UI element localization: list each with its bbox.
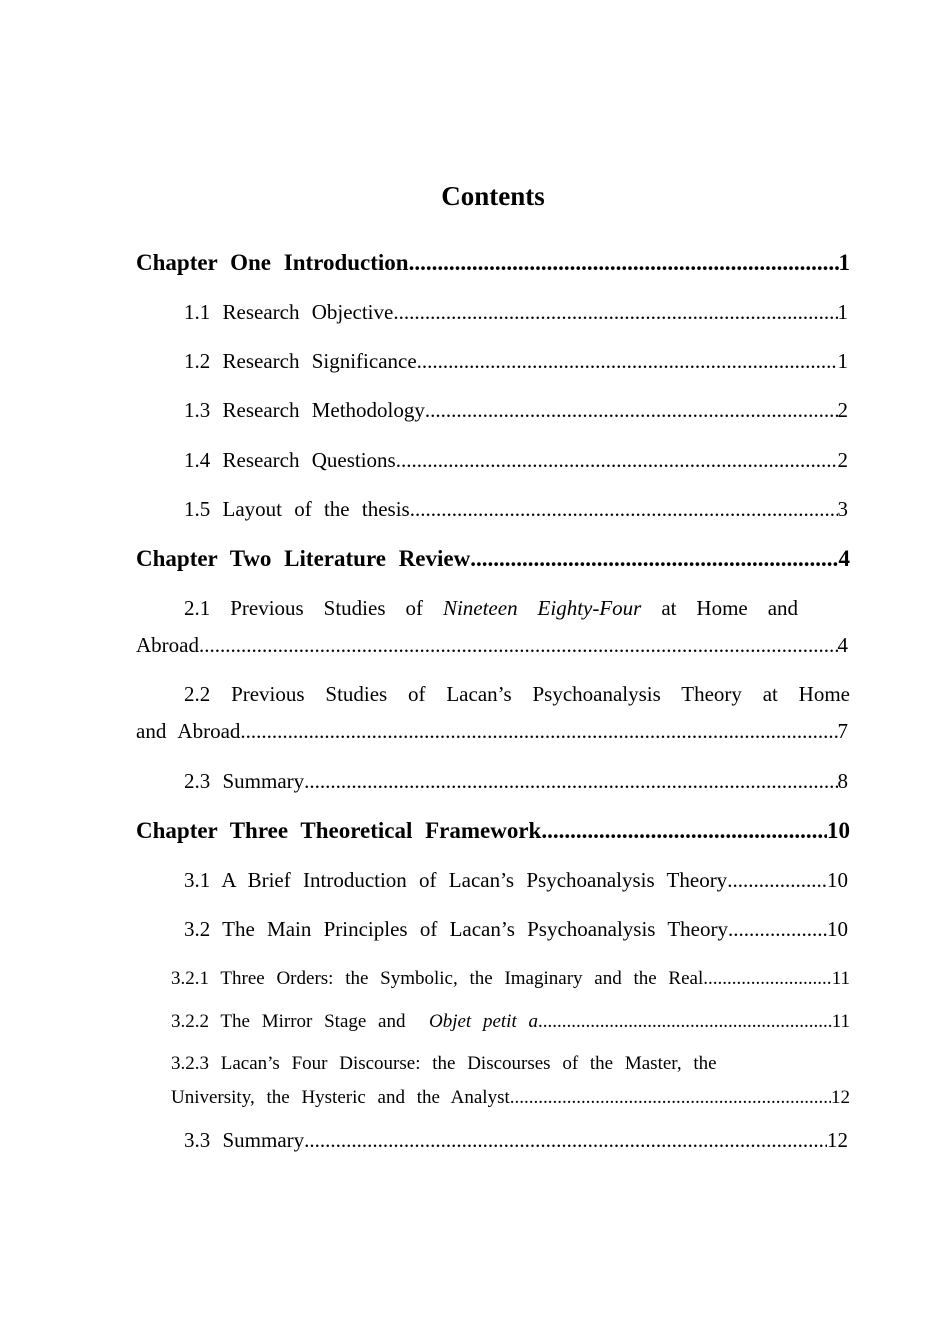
dot-leader: [470, 544, 838, 574]
toc-entry-title: at Home and: [661, 596, 799, 620]
toc-entry-chapter-three[interactable]: [136, 816, 850, 846]
dot-leader: [396, 445, 838, 475]
toc-entry-2-2-line2[interactable]: [136, 716, 848, 746]
toc-entry-title: and Abroad: [136, 719, 241, 743]
dot-leader: [541, 816, 827, 846]
toc-entry-title: Chapter Three Theoretical Framework: [136, 818, 542, 843]
dot-leader: [393, 297, 837, 327]
dot-leader: [417, 346, 838, 376]
toc-entry-title: 3.3 Summary: [184, 1128, 305, 1152]
dot-leader: [304, 766, 837, 796]
toc-page-number: 10: [827, 818, 850, 843]
toc-page-number: 10: [827, 868, 848, 892]
toc-entry-3-1[interactable]: [184, 865, 848, 895]
page-title: Contents: [441, 181, 545, 211]
toc-entry-2-3[interactable]: [184, 766, 848, 796]
toc-entry-title: 3.2 The Main Principles of Lacan’s Psychoanalysis Theory: [184, 917, 728, 941]
toc-entry-title: 1.4 Research Questions: [184, 448, 396, 472]
toc-entry-3-2-3-line1[interactable]: [171, 1049, 791, 1079]
toc-entry-title: University, the Hysteric and the Analyst: [171, 1087, 510, 1108]
toc-entry-title: 2.2 Previous Studies of Lacan’s Psychoanalysis Theory at Home: [184, 682, 850, 706]
toc-entry-2-2-line1[interactable]: [184, 679, 850, 709]
dot-leader: [410, 494, 838, 524]
toc-entry-title: Abroad: [136, 633, 199, 657]
toc-page-number: 2: [837, 398, 848, 422]
toc-entry-title: 3.1 A Brief Introduction of Lacan’s Psychoanalysis Theory: [184, 868, 728, 892]
toc-entry-1-4[interactable]: [184, 445, 848, 475]
dot-leader: [727, 865, 827, 895]
toc-entry-1-2[interactable]: [184, 346, 848, 376]
toc-page-number: 4: [838, 546, 850, 571]
toc-page-number: 12: [827, 1128, 848, 1152]
toc-page-number: 3: [837, 497, 848, 521]
toc-entry-title: 2.1 Previous Studies of: [184, 596, 423, 620]
dot-leader: [703, 964, 831, 994]
toc-entry-title: 2.3 Summary: [184, 769, 305, 793]
toc-page-number: 1: [837, 300, 848, 324]
dot-leader: [199, 630, 838, 660]
toc-entry-3-2[interactable]: [184, 914, 848, 944]
toc-page-number: 1: [838, 250, 850, 275]
dot-leader: [538, 1007, 832, 1037]
toc-entry-chapter-one[interactable]: [136, 248, 850, 278]
toc-page-number: 2: [837, 448, 848, 472]
toc-entry-title: 1.5 Layout of the thesis: [184, 497, 410, 521]
toc-page-number: 1: [837, 349, 848, 373]
toc-page-number: 12: [831, 1087, 850, 1108]
toc-entry-title-text: 3.2.2 The Mirror Stage and: [171, 1011, 406, 1032]
dot-leader: [510, 1083, 831, 1113]
toc-entry-title: [171, 1007, 538, 1037]
toc-entry-1-5[interactable]: [184, 494, 848, 524]
toc-entry-title: Chapter One Introduction: [136, 250, 409, 275]
dot-leader: [409, 248, 839, 278]
toc-page-number: 4: [837, 633, 848, 657]
toc-entry-title-italic: Objet petit a: [429, 1011, 538, 1032]
toc-entry-title: Chapter Two Literature Review: [136, 546, 471, 571]
toc-entry-title-italic: Nineteen Eighty-Four: [442, 596, 642, 620]
toc-entry-3-2-3-line2[interactable]: [171, 1083, 850, 1113]
toc-entry-1-1[interactable]: [184, 297, 848, 327]
toc-page-number: 10: [827, 917, 848, 941]
dot-leader: [425, 395, 838, 425]
toc-entry-title: 1.2 Research Significance: [184, 349, 417, 373]
dot-leader: [728, 914, 827, 944]
dot-leader: [304, 1125, 827, 1155]
toc-page-number: 11: [831, 968, 850, 989]
toc-entry-2-1-line2[interactable]: [136, 630, 848, 660]
toc-entry-chapter-two[interactable]: [136, 544, 850, 574]
toc-entry-title: 3.2.3 Lacan’s Four Discourse: the Discourses of the Master, the: [171, 1053, 717, 1074]
toc-entry-title: 1.1 Research Objective: [184, 300, 394, 324]
toc-entry-title: 1.3 Research Methodology: [184, 398, 425, 422]
toc-entry-2-1-line1[interactable]: [184, 593, 798, 623]
toc-entry-title: 3.2.1 Three Orders: the Symbolic, the Imaginary and the Real: [171, 968, 704, 989]
toc-entry-3-2-1[interactable]: [171, 964, 850, 994]
toc-page-number: 11: [831, 1011, 850, 1032]
toc-page-number: 7: [837, 719, 848, 743]
dot-leader: [240, 716, 837, 746]
toc-page-number: 8: [837, 769, 848, 793]
toc-entry-1-3[interactable]: [184, 395, 848, 425]
toc-entry-3-2-2[interactable]: [171, 1007, 850, 1037]
toc-entry-3-3[interactable]: [184, 1125, 848, 1155]
